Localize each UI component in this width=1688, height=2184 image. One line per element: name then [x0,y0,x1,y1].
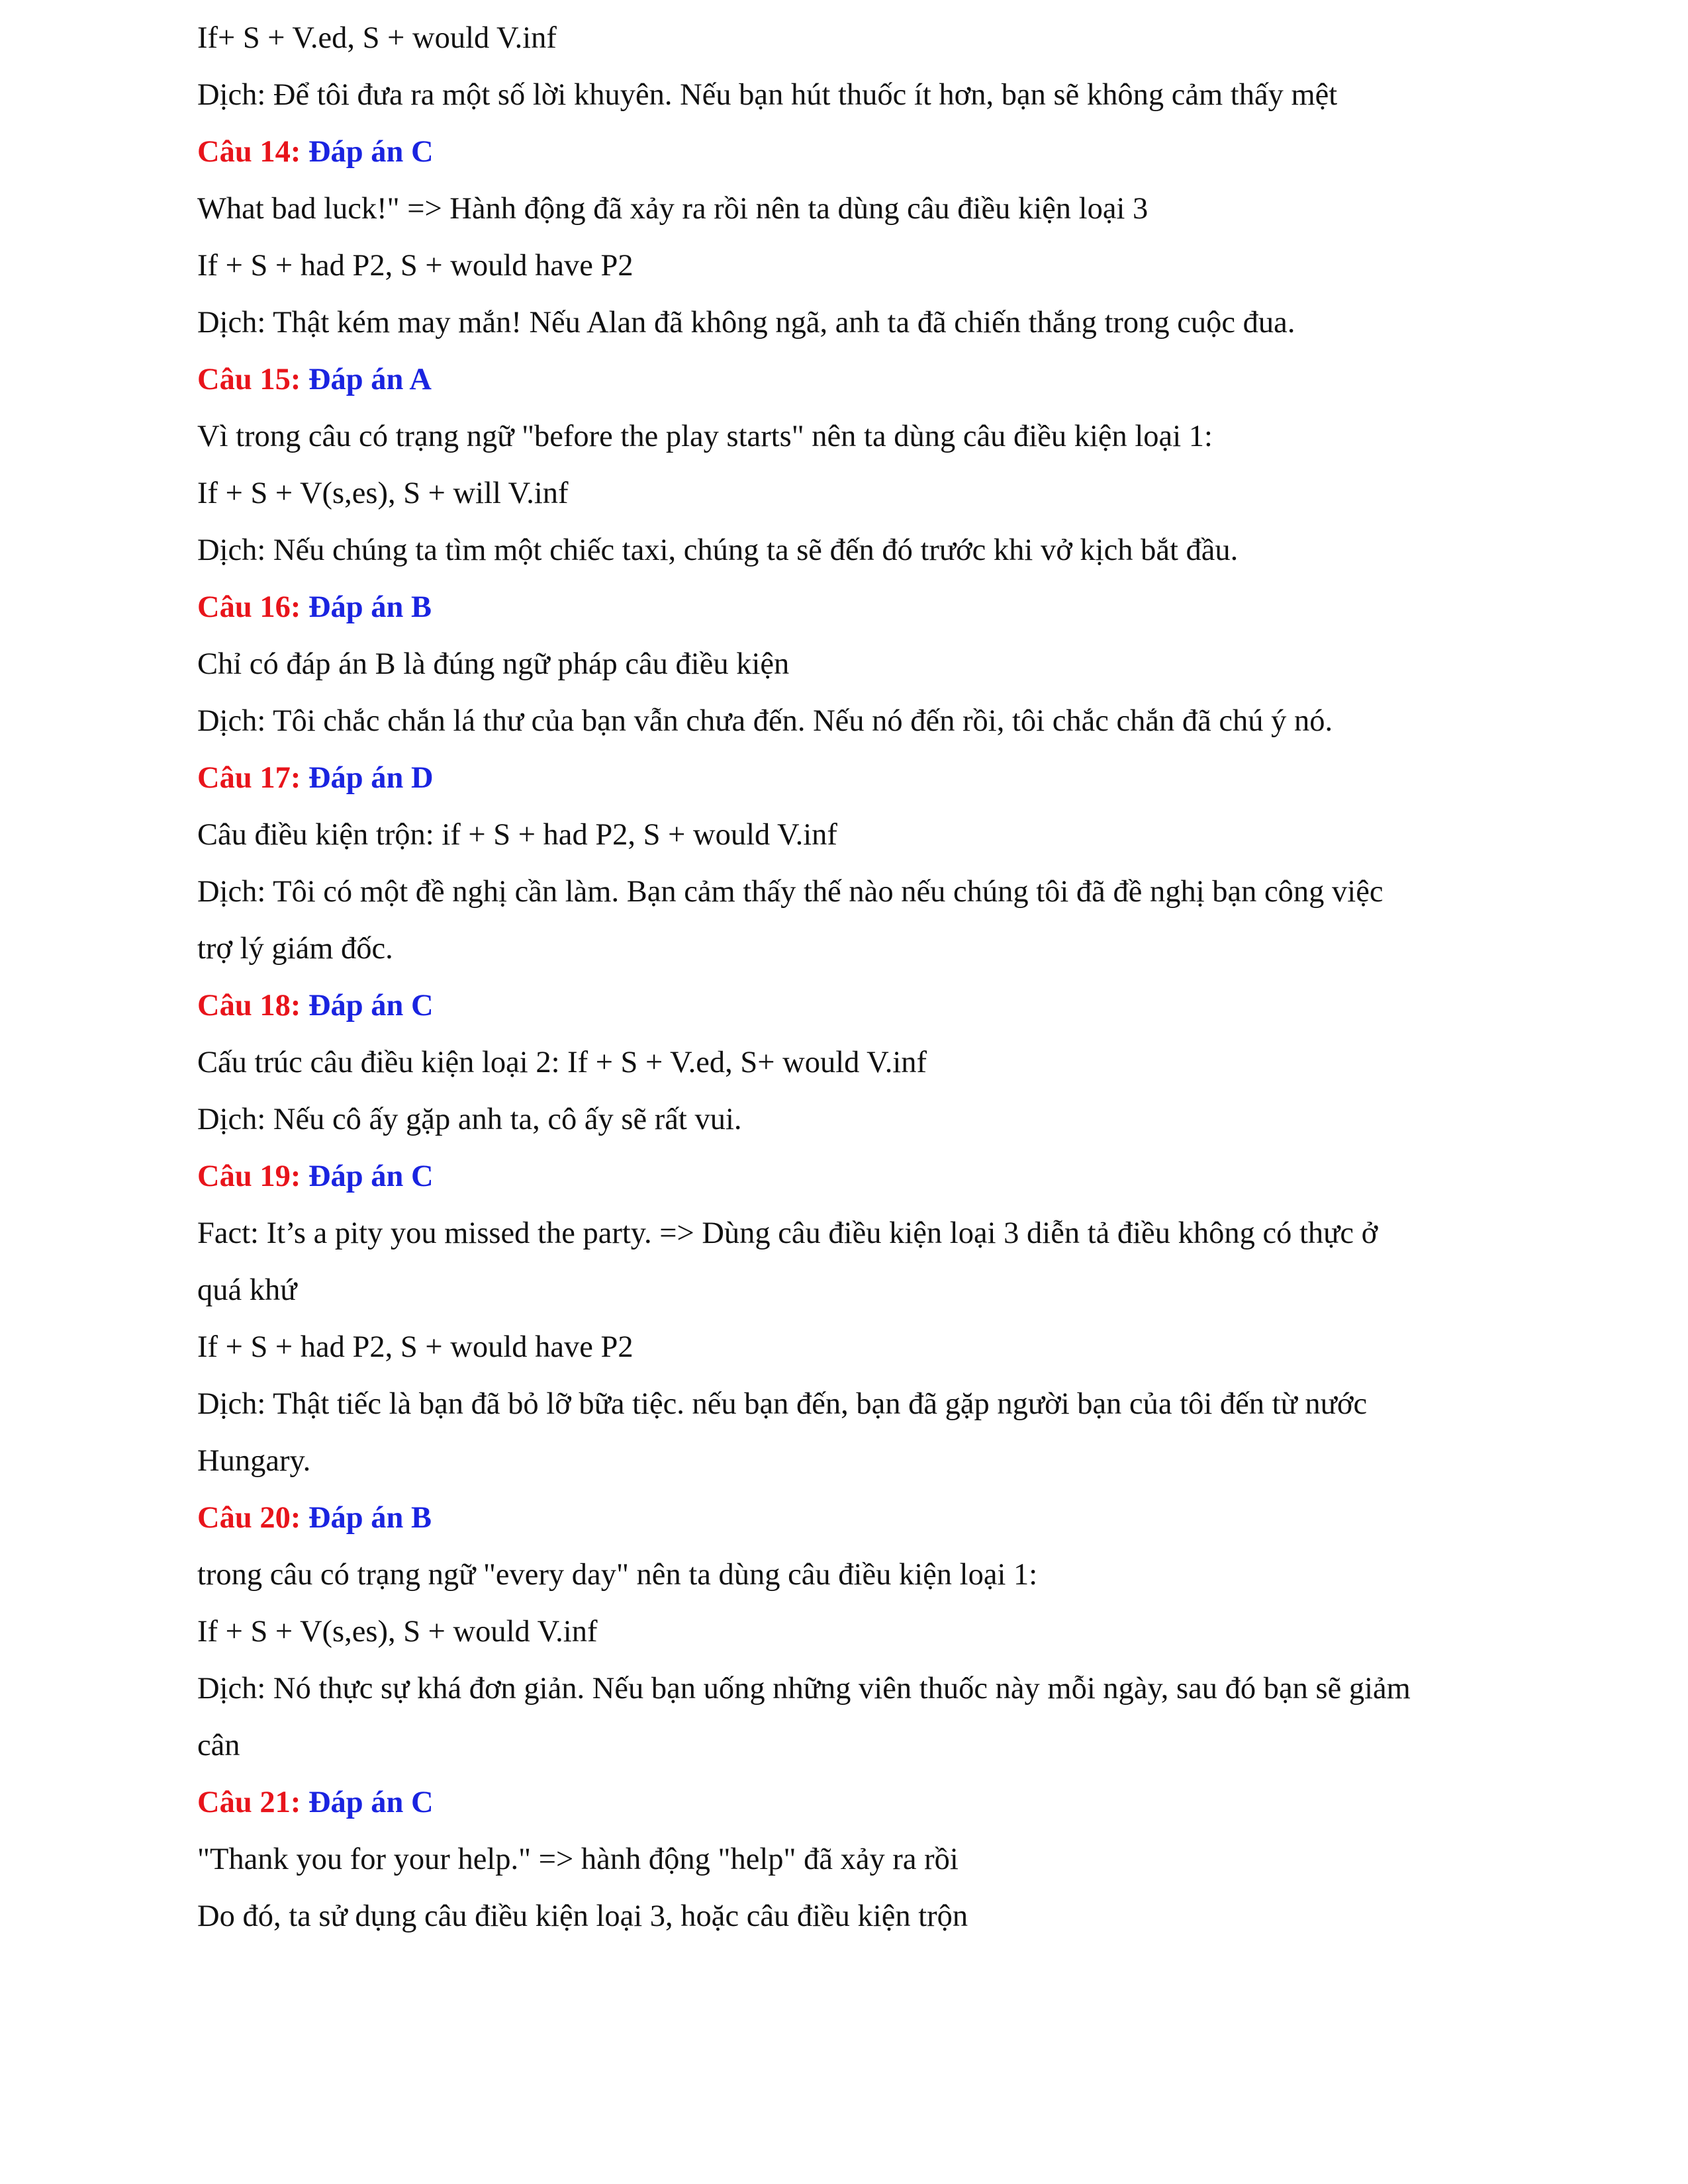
answer-label: Đáp án B [308,1501,432,1535]
question-heading [197,1157,1495,1214]
explanation-line: Cấu trúc câu điều kiện loại 2: If + S + V.ed, S+ would V.inf [197,1046,927,1079]
explanation-line: trong câu có trạng ngữ "every day" nên ta dùng câu điều kiện loại 1: [197,1558,1038,1592]
document-page [197,19,1495,1954]
question-heading [197,986,1495,1043]
answer-label: Đáp án D [308,761,434,795]
question-heading [197,132,1495,189]
answer-label: Đáp án C [308,1786,434,1819]
explanation-line: If + S + had P2, S + would have P2 [197,249,633,283]
explanation-line: Dịch: Để tôi đưa ra một số lời khuyên. Nếu bạn hút thuốc ít hơn, bạn sẽ không cảm thấy mệt [197,78,1338,112]
explanation-line: If + S + V(s,es), S + will V.inf [197,477,569,510]
question-number: Câu 15: [197,363,301,396]
question-heading [197,1498,1495,1555]
explanation-line: cân [197,1729,240,1762]
answer-label: Đáp án B [308,590,432,624]
question-number: Câu 17: [197,761,301,795]
question-number: Câu 16: [197,590,301,624]
explanation-line: If + S + had P2, S + would have P2 [197,1330,633,1364]
explanation-line: Dịch: Tôi có một đề nghị cần làm. Bạn cảm thấy thế nào nếu chúng tôi đã đề nghị bạn công việc [197,875,1383,909]
answer-label: Đáp án C [308,1160,434,1193]
explanation-line: If + S + V(s,es), S + would V.inf [197,1615,598,1649]
explanation-line: quá khứ [197,1273,297,1307]
question-number: Câu 20: [197,1501,301,1535]
question-number: Câu 19: [197,1160,301,1193]
question-heading [197,1783,1495,1840]
answer-label: Đáp án C [308,135,434,169]
explanation-line: Dịch: Thật kém may mắn! Nếu Alan đã không ngã, anh ta đã chiến thắng trong cuộc đua. [197,306,1295,340]
answer-label: Đáp án C [308,989,434,1023]
explanation-line: Dịch: Nó thực sự khá đơn giản. Nếu bạn uống những viên thuốc này mỗi ngày, sau đó bạn sẽ giảm [197,1672,1411,1706]
explanation-line: Câu điều kiện trộn: if + S + had P2, S + would V.inf [197,818,837,852]
question-number: Câu 18: [197,989,301,1023]
explanation-line: Dịch: Thật tiếc là bạn đã bỏ lỡ bữa tiệc. nếu bạn đến, bạn đã gặp người bạn của tôi đến từ nước [197,1387,1368,1421]
explanation-line: Chỉ có đáp án B là đúng ngữ pháp câu điều kiện [197,647,790,681]
explanation-line: Dịch: Nếu cô ấy gặp anh ta, cô ấy sẽ rất vui. [197,1103,742,1136]
question-heading [197,360,1495,417]
explanation-line: trợ lý giám đốc. [197,932,393,966]
explanation-line: Do đó, ta sử dụng câu điều kiện loại 3, hoặc câu điều kiện trộn [197,1899,968,1933]
question-heading [197,758,1495,815]
question-number: Câu 14: [197,135,301,169]
explanation-line: Vì trong câu có trạng ngữ "before the play starts" nên ta dùng câu điều kiện loại 1: [197,420,1213,453]
explanation-line: Hungary. [197,1444,311,1478]
explanation-line: Fact: It’s a pity you missed the party. => Dùng câu điều kiện loại 3 diễn tả điều không có thực ở [197,1216,1378,1250]
explanation-line: Dịch: Nếu chúng ta tìm một chiếc taxi, chúng ta sẽ đến đó trước khi vở kịch bắt đầu. [197,533,1239,567]
explanation-line: Dịch: Tôi chắc chắn lá thư của bạn vẫn chưa đến. Nếu nó đến rồi, tôi chắc chắn đã chú ý nó. [197,704,1333,738]
explanation-line: If+ S + V.ed, S + would V.inf [197,21,557,55]
explanation-line: What bad luck!" => Hành động đã xảy ra rồi nên ta dùng câu điều kiện loại 3 [197,192,1149,226]
question-heading [197,588,1495,645]
question-number: Câu 21: [197,1786,301,1819]
answer-label: Đáp án A [308,363,432,396]
explanation-line: "Thank you for your help." => hành động "help" đã xảy ra rồi [197,1843,959,1876]
